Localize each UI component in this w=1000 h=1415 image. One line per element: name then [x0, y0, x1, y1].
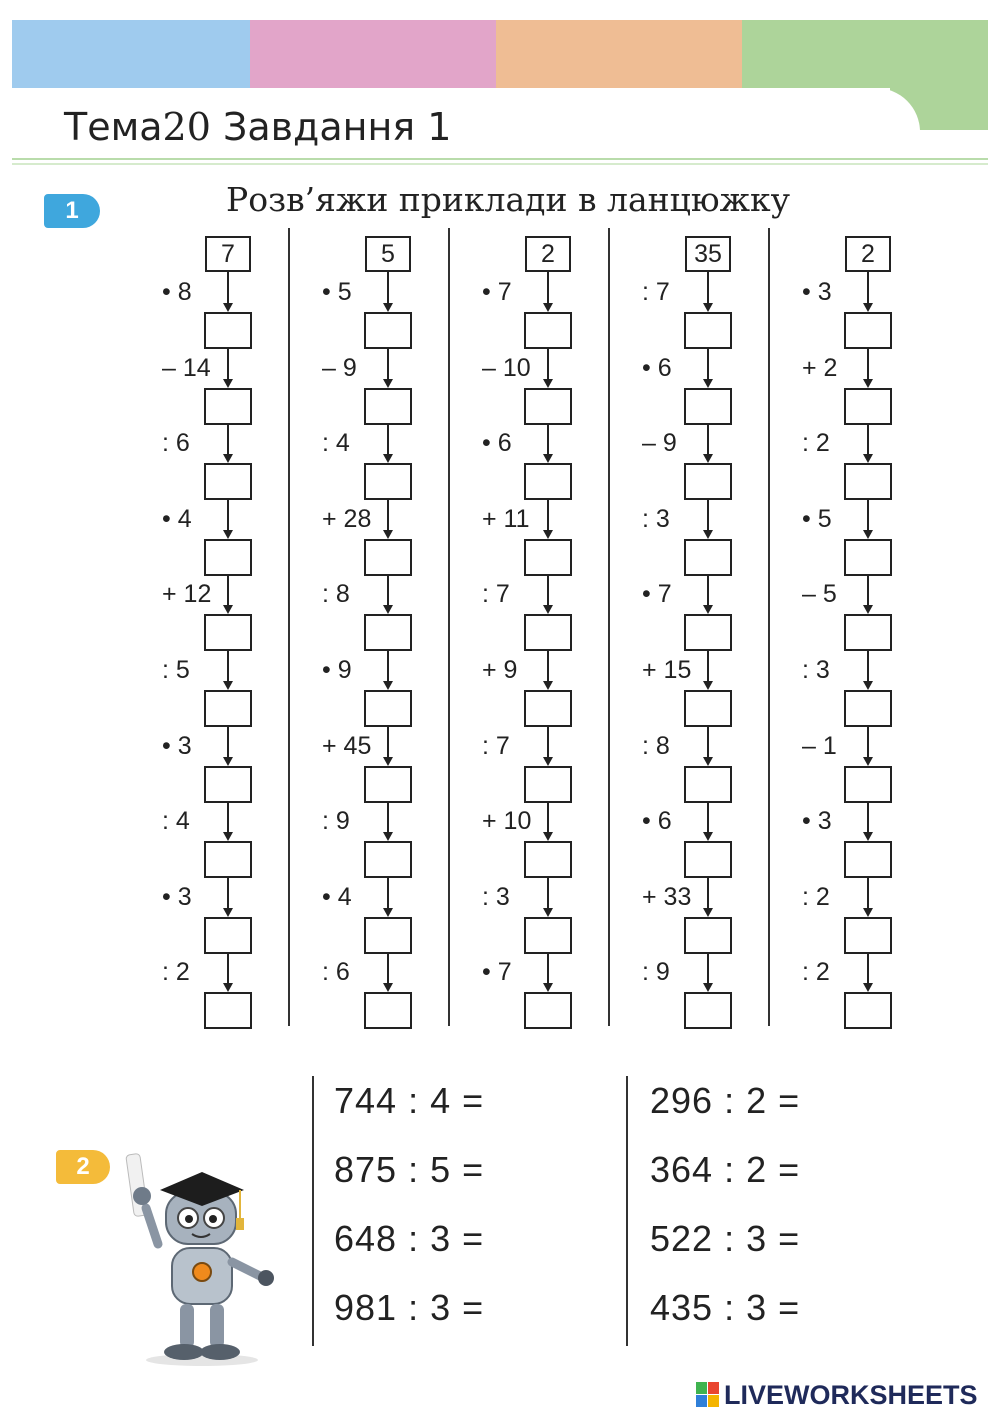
- answer-box[interactable]: [204, 841, 252, 878]
- chain-arrow: [223, 983, 233, 992]
- chain-operation: • 8: [162, 278, 192, 306]
- chain-arrow: [383, 908, 393, 917]
- chain-arrow: [703, 303, 713, 312]
- chain-arrow: [703, 983, 713, 992]
- chain-operation: + 15: [642, 656, 692, 684]
- chain-arrow: [383, 454, 393, 463]
- chain-start-value: 2: [845, 236, 891, 272]
- chain-connector: [547, 651, 549, 682]
- chain-operation: : 2: [802, 429, 830, 458]
- answer-box[interactable]: [684, 992, 732, 1029]
- chain-arrow: [223, 832, 233, 841]
- chain-arrow: [223, 379, 233, 388]
- chain-operation: • 4: [162, 504, 192, 533]
- chain-operation: : 8: [322, 580, 350, 609]
- chain-arrow: [863, 681, 873, 690]
- chain-arrow: [703, 908, 713, 917]
- answer-box[interactable]: [204, 312, 252, 349]
- title-topic-number: 20: [162, 105, 211, 149]
- chain-operation: • 4: [322, 882, 352, 911]
- robot-graduate-icon: [120, 1148, 280, 1368]
- chain-operation: • 5: [802, 504, 832, 533]
- chain-connector: [387, 651, 389, 682]
- answer-box[interactable]: [364, 766, 412, 803]
- chain-column-separator: [608, 228, 610, 1026]
- chain-operation: : 3: [482, 882, 510, 911]
- chain-arrow: [223, 681, 233, 690]
- chain-start-value: 2: [525, 236, 571, 272]
- chain-arrow: [703, 681, 713, 690]
- chain-operation: – 10: [482, 353, 531, 382]
- answer-box[interactable]: [684, 917, 732, 954]
- chain-connector: [227, 425, 229, 456]
- chain-arrow: [543, 379, 553, 388]
- title-task: Завдання 1: [223, 105, 452, 149]
- chain-operation: : 7: [642, 278, 670, 306]
- chain-arrow: [703, 454, 713, 463]
- chain-connector: [547, 425, 549, 456]
- answer-box[interactable]: [364, 917, 412, 954]
- chain-arrow: [703, 530, 713, 539]
- chain-operation: – 5: [802, 580, 837, 609]
- chain-operation: + 28: [322, 504, 372, 533]
- answer-box[interactable]: [364, 388, 412, 425]
- chain-operation: • 7: [642, 580, 672, 609]
- chain-operation: • 9: [322, 656, 352, 684]
- chain-connector: [387, 954, 389, 985]
- division-expression: 364 : 2 =: [650, 1149, 801, 1190]
- answer-box[interactable]: [524, 690, 572, 727]
- chain-operation: • 6: [482, 429, 512, 458]
- answer-box[interactable]: [844, 614, 892, 651]
- chain-connector: [867, 954, 869, 985]
- chain-connector: [547, 349, 549, 380]
- chain-arrow: [863, 605, 873, 614]
- chain-connector: [387, 349, 389, 380]
- answer-box[interactable]: [204, 992, 252, 1029]
- division-expression: 648 : 3 =: [334, 1218, 485, 1259]
- chain-operation: – 9: [642, 429, 677, 458]
- chain-operation: • 5: [322, 278, 352, 306]
- answer-box[interactable]: [844, 312, 892, 349]
- chain-connector: [707, 500, 709, 531]
- chain-connector: [707, 272, 709, 304]
- chain-connector: [227, 500, 229, 531]
- answer-box[interactable]: [844, 766, 892, 803]
- heading-underline: [12, 158, 988, 160]
- chain-arrow: [703, 757, 713, 766]
- division-expression: 522 : 3 =: [650, 1218, 801, 1259]
- liveworksheets-watermark: [696, 1378, 978, 1412]
- answer-box[interactable]: [524, 614, 572, 651]
- chain-arrow: [863, 379, 873, 388]
- chain-connector: [387, 500, 389, 531]
- chain-connector: [387, 803, 389, 834]
- division-expression: 744 : 4 =: [334, 1080, 485, 1121]
- answer-box[interactable]: [364, 614, 412, 651]
- chain-operation: + 45: [322, 731, 372, 760]
- chain-connector: [227, 349, 229, 380]
- answer-box[interactable]: [844, 388, 892, 425]
- answer-box[interactable]: [364, 690, 412, 727]
- chain-operation: + 12: [162, 580, 212, 609]
- answer-box[interactable]: [524, 312, 572, 349]
- liveworksheets-logo-icon: [696, 1382, 720, 1408]
- task-1-instruction: Розв’яжи приклади в ланцюжку: [226, 180, 791, 219]
- answer-box[interactable]: [524, 463, 572, 500]
- chain-connector: [707, 651, 709, 682]
- chain-operation: – 9: [322, 353, 357, 382]
- chain-connector: [227, 272, 229, 304]
- answer-box[interactable]: [684, 614, 732, 651]
- chain-operation: : 4: [162, 807, 190, 836]
- answer-box[interactable]: [524, 539, 572, 576]
- task-2-badge: 2: [56, 1150, 110, 1184]
- division-expression: 296 : 2 =: [650, 1080, 801, 1121]
- chain-connector: [867, 576, 869, 607]
- chain-operation: • 3: [802, 807, 832, 836]
- chain-arrow: [223, 303, 233, 312]
- chain-operation: + 10: [482, 807, 532, 836]
- chain-operation: + 33: [642, 882, 692, 911]
- chain-connector: [867, 727, 869, 758]
- chain-connector: [547, 500, 549, 531]
- chain-connector: [867, 878, 869, 909]
- answer-box[interactable]: [204, 539, 252, 576]
- answer-box[interactable]: [364, 463, 412, 500]
- chain-connector: [547, 576, 549, 607]
- chain-arrow: [383, 681, 393, 690]
- answer-box[interactable]: [684, 388, 732, 425]
- chain-operation: : 2: [162, 958, 190, 987]
- chain-operation: • 6: [642, 807, 672, 836]
- chain-connector: [547, 803, 549, 834]
- chain-connector: [707, 954, 709, 985]
- answer-box[interactable]: [524, 388, 572, 425]
- chain-arrow: [863, 757, 873, 766]
- chain-connector: [867, 272, 869, 304]
- chain-operation: : 7: [482, 580, 510, 609]
- answer-box[interactable]: [684, 463, 732, 500]
- answer-box[interactable]: [844, 690, 892, 727]
- answer-box[interactable]: [364, 312, 412, 349]
- header-color-bar-pink: [250, 20, 496, 88]
- chain-connector: [867, 349, 869, 380]
- chain-arrow: [223, 908, 233, 917]
- chain-connector: [707, 576, 709, 607]
- answer-box[interactable]: [204, 463, 252, 500]
- chain-connector: [387, 576, 389, 607]
- division-expression: 981 : 3 =: [334, 1287, 485, 1328]
- chain-arrow: [383, 983, 393, 992]
- chain-arrow: [863, 832, 873, 841]
- chain-arrow: [223, 454, 233, 463]
- chain-arrow: [703, 605, 713, 614]
- chain-connector: [227, 954, 229, 985]
- chain-operation: : 9: [642, 958, 670, 987]
- answer-box[interactable]: [844, 841, 892, 878]
- chain-connector: [547, 727, 549, 758]
- chain-connector: [387, 425, 389, 456]
- chain-operation: : 7: [482, 731, 510, 760]
- chain-operation: • 3: [802, 278, 832, 306]
- title-word: Тема: [64, 105, 163, 149]
- chain-arrow: [543, 530, 553, 539]
- chain-arrow: [543, 681, 553, 690]
- chain-start-value: 5: [365, 236, 411, 272]
- chain-arrow: [383, 379, 393, 388]
- chain-connector: [867, 803, 869, 834]
- heading-underline-light: [12, 163, 988, 165]
- chain-arrow: [383, 605, 393, 614]
- chain-arrow: [543, 605, 553, 614]
- chain-arrow: [223, 530, 233, 539]
- chain-connector: [547, 954, 549, 985]
- chain-connector: [227, 727, 229, 758]
- answer-box[interactable]: [204, 690, 252, 727]
- chain-arrow: [703, 379, 713, 388]
- chain-arrow: [223, 605, 233, 614]
- chain-operation: – 14: [162, 353, 211, 382]
- answer-box[interactable]: [844, 992, 892, 1029]
- chain-arrow: [383, 832, 393, 841]
- chain-arrow: [863, 303, 873, 312]
- chain-operation: : 3: [802, 656, 830, 684]
- chain-connector: [387, 727, 389, 758]
- chain-operation: • 6: [642, 353, 672, 382]
- chain-operation: • 7: [482, 278, 512, 306]
- chain-column-separator: [448, 228, 450, 1026]
- chain-column-separator: [288, 228, 290, 1026]
- chain-operation: : 8: [642, 731, 670, 760]
- chain-arrow: [863, 454, 873, 463]
- answer-box[interactable]: [524, 766, 572, 803]
- chain-arrow: [543, 454, 553, 463]
- chain-arrow: [863, 530, 873, 539]
- chain-arrow: [543, 757, 553, 766]
- chain-operation: – 1: [802, 731, 837, 760]
- chain-connector: [387, 272, 389, 304]
- answer-box[interactable]: [204, 614, 252, 651]
- answer-box[interactable]: [364, 992, 412, 1029]
- division-expression: 875 : 5 =: [334, 1149, 485, 1190]
- chain-arrow: [383, 757, 393, 766]
- answer-box[interactable]: [684, 841, 732, 878]
- chain-arrow: [223, 757, 233, 766]
- chain-connector: [227, 878, 229, 909]
- chain-arrow: [863, 983, 873, 992]
- chain-connector: [707, 349, 709, 380]
- task-2-left-separator: [312, 1076, 314, 1346]
- answer-box[interactable]: [684, 766, 732, 803]
- answer-box[interactable]: [204, 388, 252, 425]
- chain-connector: [387, 878, 389, 909]
- chain-arrow: [543, 303, 553, 312]
- chain-connector: [867, 651, 869, 682]
- chain-arrow: [543, 832, 553, 841]
- answer-box[interactable]: [364, 841, 412, 878]
- division-expression: 435 : 3 =: [650, 1287, 801, 1328]
- chain-connector: [707, 425, 709, 456]
- header-color-bar-orange: [496, 20, 742, 88]
- answer-box[interactable]: [844, 917, 892, 954]
- answer-box[interactable]: [524, 841, 572, 878]
- answer-box[interactable]: [524, 992, 572, 1029]
- answer-box[interactable]: [684, 312, 732, 349]
- chain-connector: [707, 878, 709, 909]
- chain-arrow: [543, 983, 553, 992]
- chain-operation: : 9: [322, 807, 350, 836]
- chain-arrow: [863, 908, 873, 917]
- answer-box[interactable]: [204, 766, 252, 803]
- answer-box[interactable]: [844, 539, 892, 576]
- chain-arrow: [543, 908, 553, 917]
- chain-operation: • 7: [482, 958, 512, 987]
- chain-connector: [867, 500, 869, 531]
- chain-operation: : 2: [802, 882, 830, 911]
- chain-connector: [547, 272, 549, 304]
- chain-connector: [707, 727, 709, 758]
- chain-operation: : 5: [162, 656, 190, 684]
- answer-box[interactable]: [204, 917, 252, 954]
- chain-operation: + 2: [802, 353, 838, 382]
- chain-operation: : 2: [802, 958, 830, 987]
- answer-box[interactable]: [684, 539, 732, 576]
- answer-box[interactable]: [844, 463, 892, 500]
- chain-operation: : 3: [642, 504, 670, 533]
- chain-start-value: 35: [685, 236, 731, 272]
- chain-connector: [227, 576, 229, 607]
- header-color-bar-green: [742, 20, 988, 88]
- chain-arrow: [383, 303, 393, 312]
- chain-operation: : 6: [322, 958, 350, 987]
- chain-column-separator: [768, 228, 770, 1026]
- chain-operation: : 6: [162, 429, 190, 458]
- chain-operation: : 4: [322, 429, 350, 458]
- chain-connector: [227, 803, 229, 834]
- chain-connector: [707, 803, 709, 834]
- watermark-text: LIVEWORKSHEETS: [724, 1379, 978, 1410]
- chain-operation: • 3: [162, 731, 192, 760]
- page-title: [64, 105, 451, 149]
- chain-connector: [547, 878, 549, 909]
- chain-arrow: [703, 832, 713, 841]
- answer-box[interactable]: [684, 690, 732, 727]
- chain-connector: [227, 651, 229, 682]
- header-color-bar-blue: [12, 20, 250, 88]
- chain-operation: + 9: [482, 656, 518, 684]
- task-1-badge: 1: [44, 194, 100, 228]
- chain-connector: [867, 425, 869, 456]
- chain-operation: + 11: [482, 504, 530, 533]
- answer-box[interactable]: [364, 539, 412, 576]
- chain-start-value: 7: [205, 236, 251, 272]
- task-2-right-separator: [626, 1076, 628, 1346]
- chain-operation: • 3: [162, 882, 192, 911]
- answer-box[interactable]: [524, 917, 572, 954]
- chain-arrow: [383, 530, 393, 539]
